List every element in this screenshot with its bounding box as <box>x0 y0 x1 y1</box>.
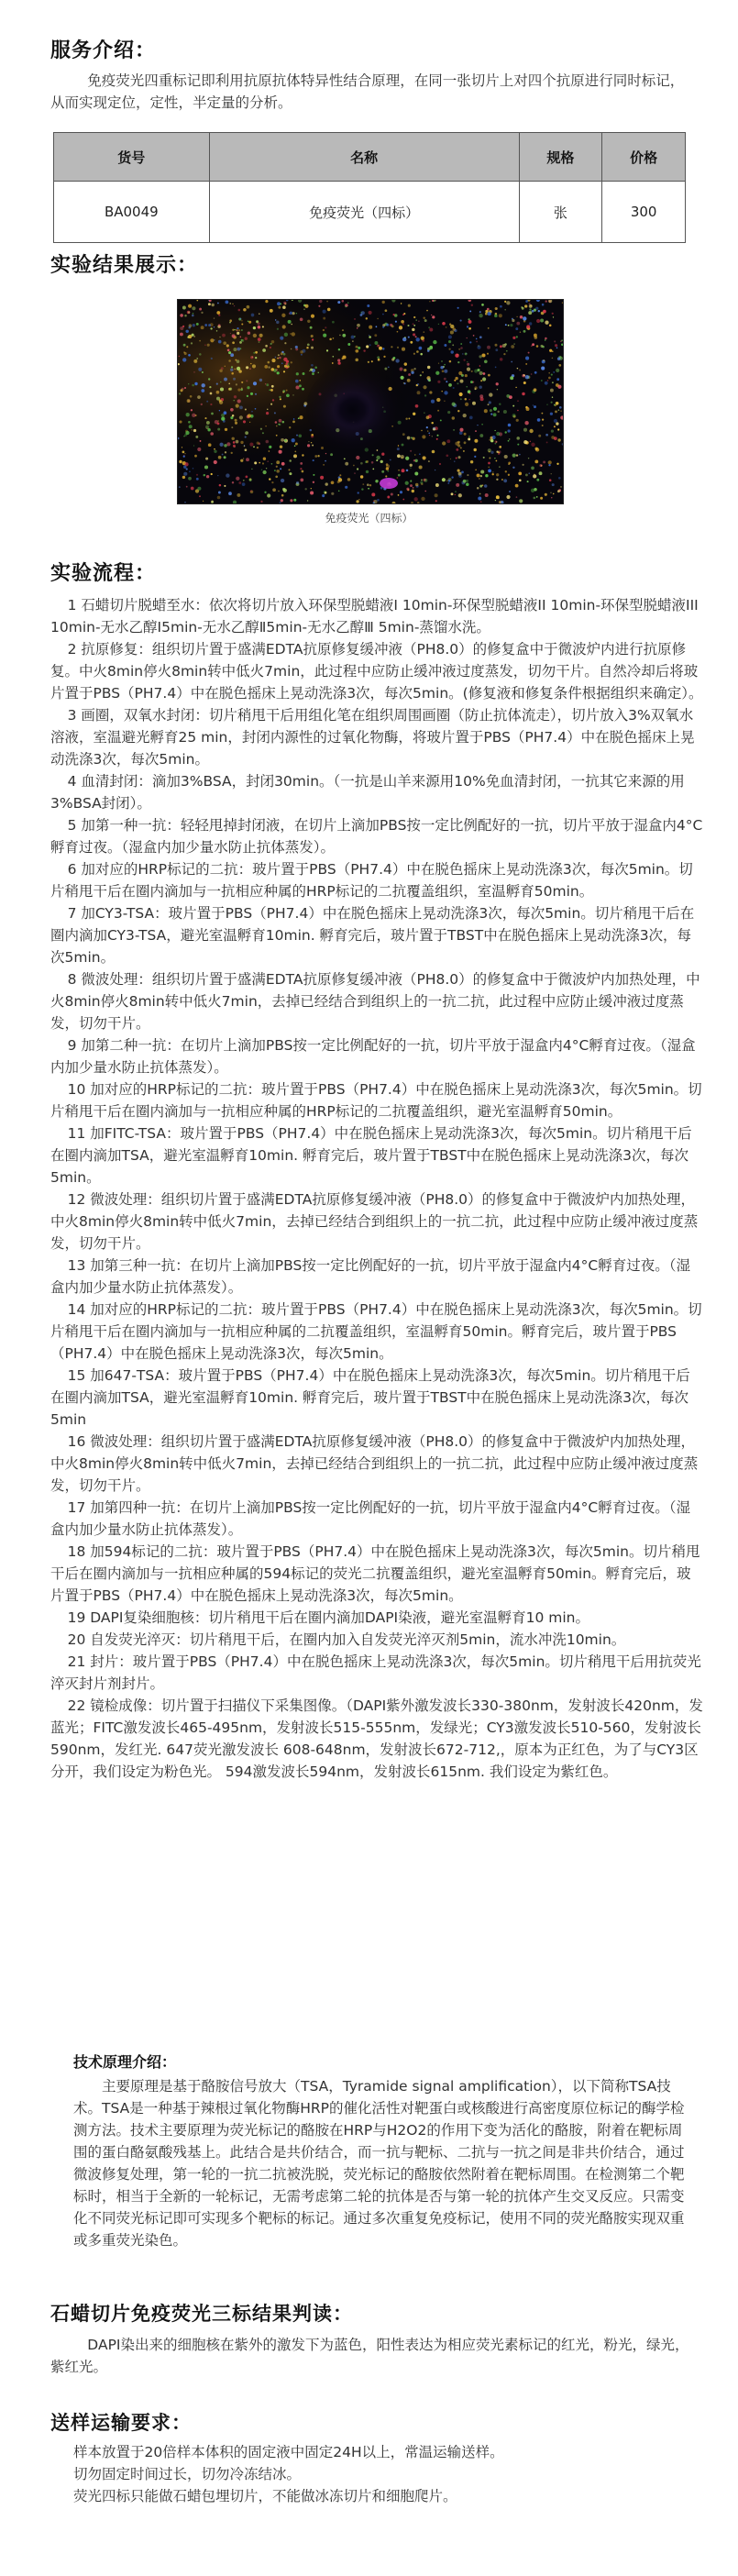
list-item: 20 自发荧光淬灭：切片稍甩干后，在圈内加入自发荧光淬灭剂5min，流水冲洗10min。 <box>67 1631 626 1648</box>
list-item: 18 加594标记的二抗：玻片置于PBS（PH7.4）中在脱色摇床上晃动洗涤3次，每次5min。切片稍甩干后在圈内滴加与一抗相应种属的594标记的荧光二抗覆盖组织，避光室温孵育50min。孵育完后，玻片置于PBS（PH7.4）中在脱色摇床上晃动洗涤3次，每次5min。 <box>50 1543 700 1604</box>
list-item: 13 加第三种一抗：在切片上滴加PBS按一定比例配好的一抗，切片平放于湿盒内4°C孵育过夜。（湿盒内加少量水防止抗体蒸发）。 <box>50 1257 690 1296</box>
header-item-no: 货号 <box>54 133 210 182</box>
list-item: 14 加对应的HRP标记的二抗：玻片置于PBS（PH7.4）中在脱色摇床上晃动洗涤3次，每次5min。切片稍甩干后在圈内滴加与一抗相应种属的二抗覆盖组织，室温孵育50min。孵育完后，玻片置于PBS（PH7.4）中在脱色摇床上晃动洗涤3次，每次5min。 <box>50 1301 702 1362</box>
list-item: 4 血清封闭：滴加3%BSA，封闭30min。（一抗是山羊来源用10%免血清封闭，一抗其它来源的用3%BSA封闭）。 <box>50 773 685 812</box>
protocol-steps <box>50 594 703 1783</box>
shipping-requirements <box>73 2441 693 2507</box>
principle-text: 主要原理是基于酪胺信号放大（TSA，Tyramide signal amplification），以下简称TSA技术。TSA是一种基于辣根过氧化物酶HRP的催化活性对靶蛋白或核酸进行高密度原位标记的酶学检测方法。技术主要原理为荧光标记的酪胺在HRP与H2O2的作用下变为活化的酪胺，附着在靶标周围的蛋白酪氨酸残基上。此结合是共价结合，而一抗与靶标、二抗与一抗之间是非共价结合，通过微波修复处理，第一轮的一抗二抗被洗脱，荧光标记的酪胺依然附着在靶标周围。在检测第二个靶标时，相当于全新的一轮标记，无需考虑第二轮的抗体是否与第一轮的抗体产生交叉反应。只需变化不同荧光标记即可实现多个靶标的标记。通过多次重复免疫标记，使用不同的荧光酪胺实现双重或多重荧光染色。 <box>73 2078 685 2249</box>
header-spec: 规格 <box>519 133 602 182</box>
figure-caption: 免疫荧光（四标） <box>325 512 413 525</box>
product-table <box>53 132 686 243</box>
list-item: 3 画圈，双氧水封闭：切片稍甩干后用组化笔在组织周围画圈（防止抗体流走），切片放入3%双氧水溶液，室温避光孵育25 min，封闭内源性的过氧化物酶，将玻片置于PBS（PH7.4）中在脱色摇床上晃动洗涤3次，每次5min。 <box>50 707 695 768</box>
cell-item-no: BA0049 <box>54 182 210 243</box>
list-item: 15 加647-TSA：玻片置于PBS（PH7.4）中在脱色摇床上晃动洗涤3次，每次5min。切片稍甩干后在圈内滴加TSA，避光室温孵育10min. 孵育完后，玻片置于TBST中在脱色摇床上晃动洗涤3次，每次5min <box>50 1367 690 1428</box>
list-item: 21 封片：玻片置于PBS（PH7.4）中在脱色摇床上晃动洗涤3次，每次5min。切片稍甩干后用抗荧光淬灭封片剂封片。 <box>50 1653 701 1692</box>
list-item: 8 微波处理：组织切片置于盛满EDTA抗原修复缓冲液（PH8.0）的修复盒中于微波炉内加热处理，中火8min停火8min转中低火7min，去掉已经结合到组织上的一抗二抗，此过程中应防止缓冲液过度蒸发，切勿干片。 <box>50 971 700 1032</box>
header-name: 名称 <box>209 133 519 182</box>
judgement-text: DAPI染出来的细胞核在紫外的激发下为蓝色，阳性表达为相应荧光素标记的红光，粉光，绿光，紫红光。 <box>50 2337 689 2375</box>
service-intro: 免疫荧光四重标记即利用抗原抗体特异性结合原理，在同一张切片上对四个抗原进行同时标记，从而实现定位，定性，半定量的分析。 <box>50 72 685 111</box>
header-price: 价格 <box>602 133 686 182</box>
list-item: 10 加对应的HRP标记的二抗：玻片置于PBS（PH7.4）中在脱色摇床上晃动洗涤3次，每次5min。切片稍甩干后在圈内滴加与一抗相应种属的HRP标记的二抗覆盖组织，避光室温孵育50min。 <box>50 1081 702 1120</box>
cell-name: 免疫荧光（四标） <box>209 182 519 243</box>
fluorescence-micrograph-icon <box>178 300 563 503</box>
results-title: 实验结果展示： <box>50 254 199 277</box>
list-item: 9 加第二种一抗：在切片上滴加PBS按一定比例配好的一抗，切片平放于湿盒内4°C孵育过夜。（湿盒内加少量水防止抗体蒸发）。 <box>50 1037 696 1076</box>
list-item: 16 微波处理：组织切片置于盛满EDTA抗原修复缓冲液（PH8.0）的修复盒中于微波炉内加热处理，中火8min停火8min转中低火7min，去掉已经结合到组织上的一抗二抗，此过程中应防止缓冲液过度蒸发，切勿干片。 <box>50 1433 699 1494</box>
list-item: 6 加对应的HRP标记的二抗：玻片置于PBS（PH7.4）中在脱色摇床上晃动洗涤3次，每次5min。切片稍甩干后在圈内滴加与一抗相应种属的HRP标记的二抗覆盖组织，室温孵育50min。 <box>50 861 693 900</box>
list-item: 荧光四标只能做石蜡包埋切片，不能做冰冻切片和细胞爬片。 <box>73 2488 457 2504</box>
principle-title: 技术原理介绍： <box>73 2053 177 2071</box>
list-item: 1 石蜡切片脱蜡至水：依次将切片放入环保型脱蜡液I 10min-环保型脱蜡液II 10min-环保型脱蜡液III 10min-无水乙醇Ⅰ5min-无水乙醇Ⅱ5min-无水乙醇Ⅲ 5min-蒸馏水洗。 <box>50 597 699 636</box>
list-item: 切勿固定时间过长，切勿冷冻结冰。 <box>73 2466 302 2482</box>
cell-spec: 张 <box>519 182 602 243</box>
cell-price: 300 <box>602 182 686 243</box>
list-item: 17 加第四种一抗：在切片上滴加PBS按一定比例配好的一抗，切片平放于湿盒内4°C孵育过夜。（湿盒内加少量水防止抗体蒸发）。 <box>50 1499 690 1538</box>
list-item: 22 镜检成像：切片置于扫描仪下采集图像。（DAPI紫外激发波长330-380nm，发射波长420nm，发蓝光；FITC激发波长465-495nm，发射波长515-555nm，发绿光；CY3激发波长510-560，发射波长590nm，发红光. 647荧光激发波长 608-648nm，发射波长672-712,，原本为正红色，为了与CY3区分开，我们设定为粉色光。 594激发波长594nm，发射波长615nm. 我们设定为紫红色。 <box>50 1697 703 1780</box>
list-item: 2 抗原修复：组织切片置于盛满EDTA抗原修复缓冲液（PH8.0）的修复盒中于微波炉内进行抗原修复。中火8min停火8min转中低火7min，此过程中应防止缓冲液过度蒸发，切勿干片。自然冷却后将玻片置于PBS（PH7.4）中在脱色摇床上晃动洗涤3次，每次5min。(修复液和修复条件根据组织来确定）。 <box>50 641 703 702</box>
list-item: 19 DAPI复染细胞核：切片稍甩干后在圈内滴加DAPI染液，避光室温孵育10 min。 <box>67 1609 589 1626</box>
table-row <box>54 182 686 243</box>
fluorescence-image <box>177 299 564 504</box>
table-header-row <box>54 133 686 182</box>
shipping-title: 送样运输要求： <box>50 2412 192 2434</box>
list-item: 5 加第一种一抗：轻轻甩掉封闭液，在切片上滴加PBS按一定比例配好的一抗，切片平放于湿盒内4°C孵育过夜。（湿盒内加少量水防止抗体蒸发）。 <box>50 817 703 856</box>
protocol-title: 实验流程： <box>50 562 157 585</box>
list-item: 11 加FITC-TSA：玻片置于PBS（PH7.4）中在脱色摇床上晃动洗涤3次，每次5min。切片稍甩干后在圈内滴加TSA，避光室温孵育10min. 孵育完后，玻片置于TBST中在脱色摇床上晃动洗涤3次，每次5min。 <box>50 1125 692 1186</box>
judgement-title: 石蜡切片免疫荧光三标结果判读： <box>50 2303 353 2325</box>
service-title: 服务介绍： <box>50 39 157 62</box>
list-item: 12 微波处理：组织切片置于盛满EDTA抗原修复缓冲液（PH8.0）的修复盒中于微波炉内加热处理，中火8min停火8min转中低火7min，去掉已经结合到组织上的一抗二抗，此过程中应防止缓冲液过度蒸发，切勿干片。 <box>50 1191 699 1252</box>
list-item: 样本放置于20倍样本体积的固定液中固定24H以上，常温运输送样。 <box>73 2444 504 2460</box>
list-item: 7 加CY3-TSA：玻片置于PBS（PH7.4）中在脱色摇床上晃动洗涤3次，每次5min。切片稍甩干后在圈内滴加CY3-TSA，避光室温孵育10min. 孵育完后，玻片置于TBST中在脱色摇床上晃动洗涤3次，每次5min。 <box>50 905 695 966</box>
